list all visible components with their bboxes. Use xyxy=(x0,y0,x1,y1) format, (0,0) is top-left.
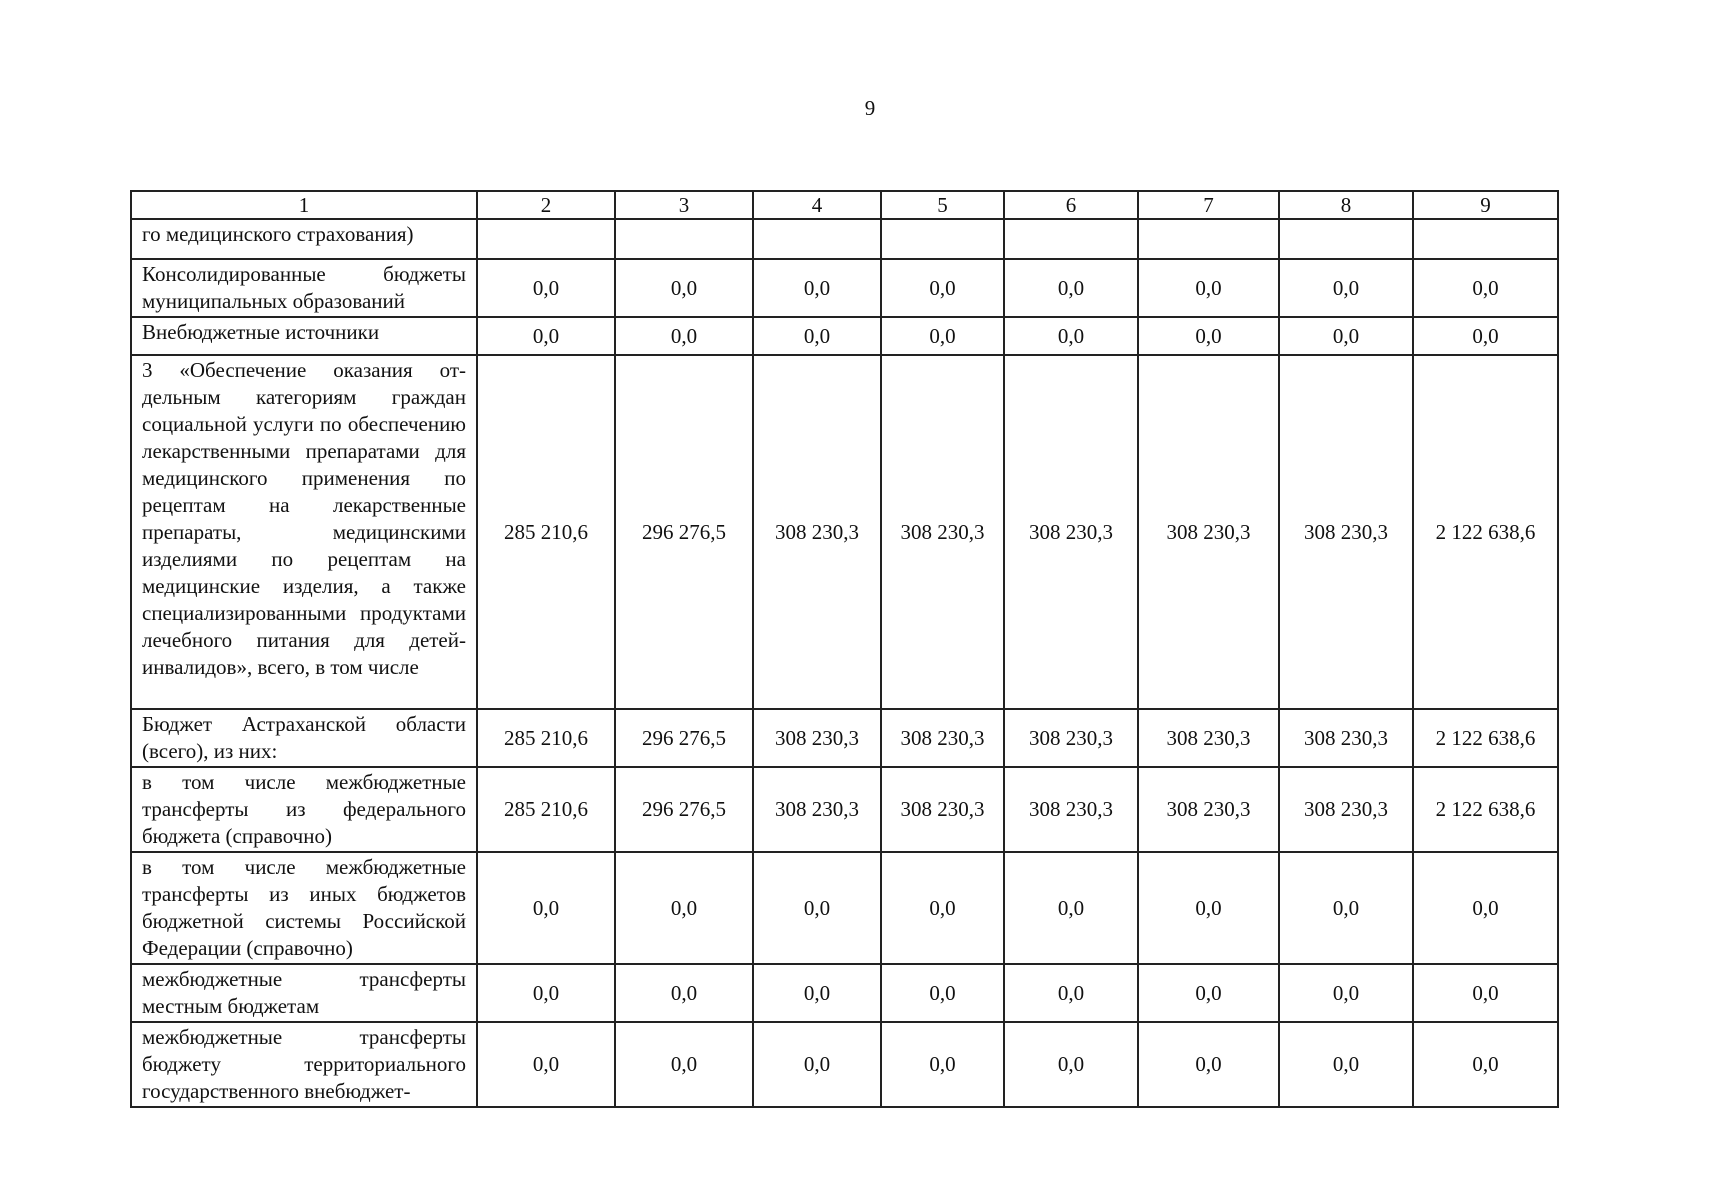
value-cell: 0,0 xyxy=(615,259,753,317)
value-cell: 308 230,3 xyxy=(753,709,881,767)
row-label: Консолидированные бюджеты муниципальных образований xyxy=(131,259,477,317)
value-cell: 285 210,6 xyxy=(477,709,615,767)
table-row xyxy=(131,219,1558,259)
value-cell: 0,0 xyxy=(753,1022,881,1107)
value-cell xyxy=(1138,219,1279,259)
value-cell xyxy=(1413,219,1558,259)
value-cell: 308 230,3 xyxy=(881,767,1004,852)
row-label: го медицинского страхования) xyxy=(131,219,477,259)
value-cell: 308 230,3 xyxy=(1138,767,1279,852)
value-cell: 0,0 xyxy=(753,259,881,317)
row-label: в том числе межбюджетные трансферты из федерального бюджета (справочно) xyxy=(131,767,477,852)
value-cell xyxy=(1279,219,1413,259)
column-number: 1 xyxy=(131,191,477,219)
value-cell: 0,0 xyxy=(477,964,615,1022)
column-number: 8 xyxy=(1279,191,1413,219)
value-cell: 0,0 xyxy=(477,317,615,355)
value-cell: 0,0 xyxy=(1004,1022,1138,1107)
column-number: 6 xyxy=(1004,191,1138,219)
value-cell: 0,0 xyxy=(1138,259,1279,317)
value-cell: 308 230,3 xyxy=(1138,709,1279,767)
table-row xyxy=(131,317,1558,355)
value-cell: 308 230,3 xyxy=(1279,767,1413,852)
value-cell: 0,0 xyxy=(1004,317,1138,355)
value-cell xyxy=(615,219,753,259)
value-cell: 308 230,3 xyxy=(1004,767,1138,852)
value-cell: 0,0 xyxy=(1413,964,1558,1022)
value-cell: 2 122 638,6 xyxy=(1413,709,1558,767)
value-cell: 0,0 xyxy=(1279,259,1413,317)
value-cell: 0,0 xyxy=(1413,259,1558,317)
table-row xyxy=(131,355,1558,709)
value-cell: 0,0 xyxy=(477,259,615,317)
value-cell: 285 210,6 xyxy=(477,767,615,852)
row-label: Бюджет Астраханской области (всего), из них: xyxy=(131,709,477,767)
value-cell: 296 276,5 xyxy=(615,709,753,767)
value-cell: 0,0 xyxy=(477,1022,615,1107)
row-label: 3 «Обеспечение оказания отдельным категориям граждан социальной услуги по обеспечению лекарственными препаратами для медицинского применения по рецептам на лекарственные препараты, медицинскими изделиями по рецептам на медицинские изделия, а также специализированными продуктами лечебного питания для детей-инвалидов», всего, в том числе xyxy=(131,355,477,709)
column-number: 5 xyxy=(881,191,1004,219)
row-label: Внебюджетные источники xyxy=(131,317,477,355)
value-cell: 0,0 xyxy=(1004,964,1138,1022)
value-cell: 0,0 xyxy=(615,964,753,1022)
table-header-row xyxy=(131,191,1558,219)
value-cell: 2 122 638,6 xyxy=(1413,767,1558,852)
value-cell: 0,0 xyxy=(881,259,1004,317)
value-cell: 0,0 xyxy=(1004,852,1138,964)
value-cell: 0,0 xyxy=(753,852,881,964)
table-row xyxy=(131,852,1558,964)
table-row xyxy=(131,964,1558,1022)
value-cell: 0,0 xyxy=(753,964,881,1022)
value-cell: 0,0 xyxy=(881,317,1004,355)
row-label: межбюджетные трансферты бюджету территориального государственного внебюджет- xyxy=(131,1022,477,1107)
value-cell: 0,0 xyxy=(881,852,1004,964)
value-cell: 0,0 xyxy=(615,852,753,964)
budget-table xyxy=(130,190,1559,1108)
value-cell: 296 276,5 xyxy=(615,355,753,709)
table-row xyxy=(131,709,1558,767)
value-cell: 0,0 xyxy=(1413,1022,1558,1107)
value-cell: 0,0 xyxy=(615,317,753,355)
value-cell: 0,0 xyxy=(1413,317,1558,355)
column-number: 2 xyxy=(477,191,615,219)
value-cell: 0,0 xyxy=(1004,259,1138,317)
value-cell: 0,0 xyxy=(1279,964,1413,1022)
value-cell: 308 230,3 xyxy=(1279,709,1413,767)
value-cell: 0,0 xyxy=(753,317,881,355)
row-label: межбюджетные трансферты местным бюджетам xyxy=(131,964,477,1022)
value-cell: 0,0 xyxy=(1413,852,1558,964)
value-cell: 0,0 xyxy=(1138,964,1279,1022)
value-cell: 0,0 xyxy=(881,964,1004,1022)
value-cell: 308 230,3 xyxy=(753,767,881,852)
value-cell: 308 230,3 xyxy=(1004,355,1138,709)
table-row xyxy=(131,767,1558,852)
value-cell: 0,0 xyxy=(1138,317,1279,355)
value-cell: 2 122 638,6 xyxy=(1413,355,1558,709)
value-cell: 308 230,3 xyxy=(1004,709,1138,767)
column-number: 3 xyxy=(615,191,753,219)
column-number: 4 xyxy=(753,191,881,219)
value-cell xyxy=(477,219,615,259)
value-cell: 0,0 xyxy=(477,852,615,964)
value-cell: 0,0 xyxy=(881,1022,1004,1107)
value-cell: 308 230,3 xyxy=(1279,355,1413,709)
value-cell: 0,0 xyxy=(1138,852,1279,964)
value-cell: 296 276,5 xyxy=(615,767,753,852)
value-cell: 308 230,3 xyxy=(881,355,1004,709)
page-number: 9 xyxy=(864,96,876,120)
value-cell: 0,0 xyxy=(1279,317,1413,355)
value-cell: 285 210,6 xyxy=(477,355,615,709)
value-cell: 0,0 xyxy=(615,1022,753,1107)
column-number: 9 xyxy=(1413,191,1558,219)
column-number: 7 xyxy=(1138,191,1279,219)
value-cell xyxy=(753,219,881,259)
table-row xyxy=(131,1022,1558,1107)
value-cell: 308 230,3 xyxy=(881,709,1004,767)
table-row xyxy=(131,259,1558,317)
value-cell: 0,0 xyxy=(1279,1022,1413,1107)
value-cell: 308 230,3 xyxy=(753,355,881,709)
row-label: в том числе межбюджетные трансферты из иных бюджетов бюджетной системы Российской Федерации (справочно) xyxy=(131,852,477,964)
value-cell: 308 230,3 xyxy=(1138,355,1279,709)
value-cell: 0,0 xyxy=(1138,1022,1279,1107)
value-cell xyxy=(1004,219,1138,259)
value-cell: 0,0 xyxy=(1279,852,1413,964)
value-cell xyxy=(881,219,1004,259)
